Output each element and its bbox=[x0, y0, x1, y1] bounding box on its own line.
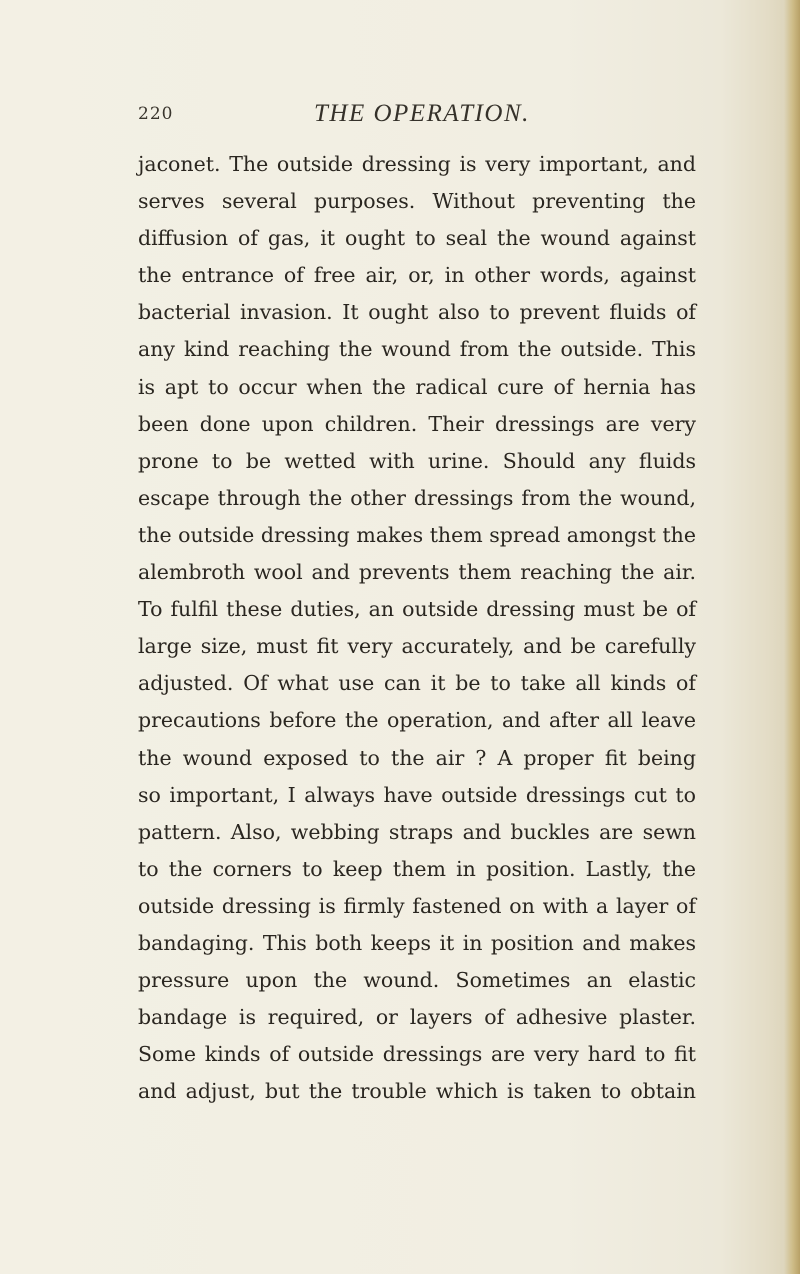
text-line: the entrance of free air, or, in other words, against bbox=[138, 263, 696, 288]
page-edge-shadow bbox=[784, 0, 800, 1274]
text-line: and adjust, but the trouble which is taken to obtain bbox=[138, 1079, 696, 1104]
text-line: diffusion of gas, it ought to seal the wound against bbox=[138, 226, 696, 251]
text-line: to the corners to keep them in position. Lastly, the bbox=[138, 856, 696, 881]
text-line: prone to be wetted with urine. Should any fluids bbox=[138, 448, 696, 473]
text-line: is apt to occur when the radical cure of hernia has bbox=[138, 374, 696, 399]
page-header bbox=[138, 100, 698, 136]
text-line: precautions before the operation, and after all leave bbox=[138, 708, 696, 733]
text-line: pattern. Also, webbing straps and buckles are sewn bbox=[138, 819, 696, 844]
text-line: bacterial invasion. It ought also to prevent fluids of bbox=[138, 300, 696, 325]
text-line: bandaging. This both keeps it in position and makes bbox=[138, 930, 696, 955]
text-line: the wound exposed to the air ? A proper fit being bbox=[138, 745, 696, 770]
text-line: To fulfil these duties, an outside dressing must be of bbox=[138, 597, 696, 622]
text-line: serves several purposes. Without preventing the bbox=[138, 189, 696, 214]
text-line: large size, must fit very accurately, and be carefully bbox=[138, 634, 696, 659]
text-line: the outside dressing makes them spread amongst the bbox=[138, 522, 696, 547]
text-line: alembroth wool and prevents them reaching the air. bbox=[138, 560, 696, 585]
text-line: so important, I always have outside dressings cut to bbox=[138, 782, 696, 807]
text-line: outside dressing is firmly fastened on with a layer of bbox=[138, 893, 696, 918]
text-line: jaconet. The outside dressing is very important, and bbox=[138, 152, 696, 176]
text-line: bandage is required, or layers of adhesive plaster. bbox=[138, 1005, 696, 1030]
text-line: Some kinds of outside dressings are very hard to fit bbox=[138, 1042, 696, 1067]
text-line: any kind reaching the wound from the outside. This bbox=[138, 337, 696, 362]
text-line: adjusted. Of what use can it be to take all kinds of bbox=[138, 671, 696, 696]
body-text bbox=[138, 146, 696, 1110]
text-line: been done upon children. Their dressings are very bbox=[138, 411, 696, 436]
running-title: THE OPERATION. bbox=[314, 100, 530, 127]
page-number: 220 bbox=[138, 104, 174, 124]
text-line: pressure upon the wound. Sometimes an elastic bbox=[138, 968, 696, 993]
text-line: escape through the other dressings from the wound, bbox=[138, 485, 696, 510]
